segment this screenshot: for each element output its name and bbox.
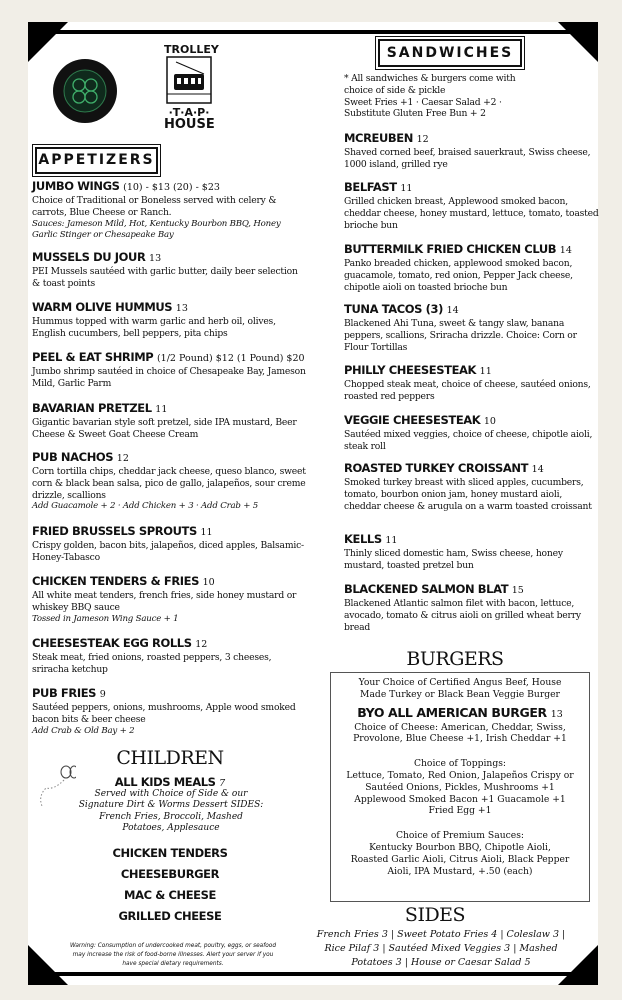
item-description: Thinly sliced domestic ham, Swiss cheese, honey mustard, toasted pretzel bun xyxy=(344,548,563,571)
item-description: Chopped steak meat, choice of cheese, sautéed onions, roasted red peppers xyxy=(344,379,591,402)
item-description: Shaved corned beef, braised sauerkraut, Swiss cheese, 1000 island, grilled rye xyxy=(344,147,591,170)
item-price: (10) - $13 (20) - $23 xyxy=(123,182,220,193)
menu-item xyxy=(344,582,599,633)
butterfly-icon xyxy=(36,762,76,810)
item-price: 15 xyxy=(511,585,524,596)
item-description: Crispy golden, bacon bits, jalapeños, diced apples, Balsamic-Honey-Tabasco xyxy=(32,540,304,563)
menu-item xyxy=(32,300,307,340)
menu-item xyxy=(32,450,307,513)
item-description: Grilled chicken breast, Applewood smoked bacon, cheddar cheese, honey mustard, lettuce, tomato, toasted brioche bun xyxy=(344,196,599,231)
kids-meal-name: ALL KIDS MEALS xyxy=(114,775,216,789)
item-name: VEGGIE CHEESESTEAK xyxy=(344,413,481,427)
kids-meals-heading xyxy=(80,775,260,789)
item-description: Blackened Atlantic salmon filet with bacon, lettuce, avocado, tomato & citrus aioli on grilled wheat berry bread xyxy=(344,598,581,633)
menu-item xyxy=(32,574,307,625)
item-name: MCREUBEN xyxy=(344,131,413,145)
kids-item: GRILLED CHEESE xyxy=(118,909,222,923)
item-name: PUB FRIES xyxy=(32,686,97,700)
item-note: Add Crab & Old Bay + 2 xyxy=(32,725,135,736)
menu-item xyxy=(344,242,599,293)
menu-item xyxy=(32,350,307,390)
item-description: Blackened Ahi Tuna, sweet & tangy slaw, banana peppers, scallions, Sriracha drizzle. Choice: Corn or Flour Tortillas xyxy=(344,318,577,353)
item-name: PEEL & EAT SHRIMP xyxy=(32,350,154,364)
item-description: Gigantic bavarian style soft pretzel, side IPA mustard, Beer Cheese & Sweet Goat Cheese Cream xyxy=(32,417,297,440)
item-name: JUMBO WINGS xyxy=(32,179,120,193)
logo-text: HOUSE xyxy=(164,117,215,132)
bottom-rule xyxy=(48,972,578,976)
burger-sauces: Kentucky Bourbon BBQ, Chipotle Aioli, Roasted Garlic Aioli, Citrus Aioli, Black Pepper Aioli, IPA Mustard, +.50 (each) xyxy=(350,841,570,877)
item-name: TUNA TACOS (3) xyxy=(344,302,443,316)
sandwiches-heading: SANDWICHES xyxy=(378,39,522,67)
item-heading xyxy=(344,582,599,598)
item-heading xyxy=(32,686,307,702)
item-price: (1/2 Pound) $12 (1 Pound) $20 xyxy=(156,353,305,364)
item-price: 11 xyxy=(200,527,213,538)
menu-item xyxy=(32,636,307,676)
item-description: Panko breaded chicken, applewood smoked bacon, guacamole, tomato, red onion, Pepper Jack cheese, chipotle aioli on toasted brioche bun xyxy=(344,258,573,293)
item-description: All white meat tenders, french fries, side honey mustard or whiskey BBQ sauce xyxy=(32,590,297,613)
item-note: Sauces: Jameson Mild, Hot, Kentucky Bourbon BBQ, Honey Garlic Stinger or Chesapeake Bay xyxy=(32,218,281,241)
burgers-intro: Your Choice of Certified Angus Beef, House Made Turkey or Black Bean Veggie Burger xyxy=(358,677,562,700)
item-heading xyxy=(32,250,307,266)
burgers-box xyxy=(330,672,590,902)
trolley-tap-house-logo xyxy=(164,43,219,132)
appetizers-heading: APPETIZERS xyxy=(35,147,158,174)
item-heading xyxy=(344,180,599,196)
item-price: 14 xyxy=(531,464,544,475)
menu-item xyxy=(344,302,599,353)
item-name: BYO ALL AMERICAN BURGER xyxy=(357,704,547,720)
children-heading: CHILDREN xyxy=(116,747,224,769)
logo-text: TROLLEY xyxy=(164,43,219,56)
item-heading xyxy=(32,350,307,366)
menu-item xyxy=(32,524,307,564)
item-name: KELLS xyxy=(344,532,382,546)
item-description: Corn tortilla chips, cheddar jack cheese, queso blanco, sweet corn & black bean salsa, pico de gallo, jalapeños, sour creme drizzle, scallions xyxy=(32,466,306,501)
item-description: Choice of Traditional or Boneless served with celery & carrots, Blue Cheese or Ranch. xyxy=(32,195,277,218)
item-price: 13 xyxy=(149,253,162,264)
menu-item xyxy=(32,686,307,737)
item-price: 11 xyxy=(479,366,492,377)
menu-item xyxy=(344,131,599,171)
item-name: ROASTED TURKEY CROISSANT xyxy=(344,461,529,475)
item-description: Sautéed peppers, onions, mushrooms, Apple wood smoked bacon bits & beer cheese xyxy=(32,702,296,725)
menu-item xyxy=(32,179,307,242)
top-rule xyxy=(55,30,575,34)
kids-meal-price: 7 xyxy=(219,778,226,789)
item-heading xyxy=(32,524,307,540)
toppings-title: Choice of Toppings: xyxy=(413,758,507,770)
item-name: FRIED BRUSSELS SPROUTS xyxy=(32,524,197,538)
item-heading xyxy=(32,300,307,316)
item-price: 11 xyxy=(400,183,413,194)
item-price: 11 xyxy=(385,535,398,546)
item-price: 14 xyxy=(559,245,572,256)
corner-ornament xyxy=(558,22,598,62)
item-price: 10 xyxy=(202,577,215,588)
sauces-title: Choice of Premium Sauces: xyxy=(395,830,525,842)
item-price: 13 xyxy=(175,303,188,314)
item-price: 11 xyxy=(155,404,168,415)
item-heading xyxy=(32,450,307,466)
kids-meal-description: Served with Choice of Side & our Signature Dirt & Worms Dessert SIDES: French Fries, Broccoli, Mashed Potatoes, Applesauce xyxy=(78,789,264,833)
item-heading xyxy=(344,532,599,548)
item-description: Jumbo shrimp sautéed in choice of Chesapeake Bay, Jameson Mild, Garlic Parm xyxy=(32,366,306,389)
menu-item xyxy=(344,363,599,403)
menu-item xyxy=(344,461,599,512)
item-price: 12 xyxy=(116,453,129,464)
burger-toppings: Lettuce, Tomato, Red Onion, Jalapeños Crispy or Sautéed Onions, Pickles, Mushrooms +1 Applewood Smoked Bacon +1 Guacamole +1 Fried Egg +1 xyxy=(346,769,574,817)
item-description: Sautéed mixed veggies, choice of cheese, chipotle aioli, steak roll xyxy=(344,429,593,452)
trolley-icon xyxy=(166,56,212,104)
item-heading xyxy=(32,636,307,652)
menu-item xyxy=(344,532,599,572)
item-name: CHICKEN TENDERS & FRIES xyxy=(32,574,200,588)
catherine-rooneys-logo xyxy=(50,58,120,124)
sides-list: French Fries 3 | Sweet Potato Fries 4 | Coleslaw 3 | Rice Pilaf 3 | Sautéed Mixed Veggies 3 | Mashed Potatoes 3 | House or Caesar Salad 5 xyxy=(316,929,566,968)
byo-burger-heading xyxy=(339,706,581,722)
sandwiches-addons: Sweet Fries +1 · Caesar Salad +2 · Substitute Gluten Free Bun + 2 xyxy=(344,96,502,120)
item-heading xyxy=(32,574,307,590)
kids-item: MAC & CHEESE xyxy=(124,888,216,902)
item-name: WARM OLIVE HUMMUS xyxy=(32,300,173,314)
item-price: 9 xyxy=(99,689,106,700)
item-description: Hummus topped with warm garlic and herb oil, olives, English cucumbers, bell peppers, pita chips xyxy=(32,316,276,339)
item-description: Smoked turkey breast with sliced apples, cucumbers, tomato, bourbon onion jam, honey mustard aioli, cheddar cheese & arugula on a warm toasted croissant xyxy=(344,477,592,512)
item-note: Tossed in Jameson Wing Sauce + 1 xyxy=(32,613,179,624)
sandwiches-intro xyxy=(344,73,544,120)
sandwiches-intro-text: * All sandwiches & burgers come with choice of side & pickle xyxy=(344,73,516,96)
item-name: BELFAST xyxy=(344,180,397,194)
item-heading xyxy=(32,179,307,195)
item-price: 10 xyxy=(483,416,496,427)
kids-item: CHICKEN TENDERS xyxy=(112,846,228,860)
menu-item xyxy=(344,413,599,453)
item-name: PUB NACHOS xyxy=(32,450,114,464)
corner-ornament xyxy=(28,22,68,62)
item-heading xyxy=(344,413,599,429)
item-note: Add Guacamole + 2 · Add Chicken + 3 · Add Crab + 5 xyxy=(32,501,259,512)
item-description: Steak meat, fried onions, roasted peppers, 3 cheeses, sriracha ketchup xyxy=(32,652,272,675)
item-name: CHEESESTEAK EGG ROLLS xyxy=(32,636,192,650)
item-heading xyxy=(344,302,599,318)
burger-cheese-options: Choice of Cheese: American, Cheddar, Swiss, Provolone, Blue Cheese +1, Irish Cheddar +1 xyxy=(353,721,567,745)
menu-item xyxy=(344,180,599,231)
burgers-heading: BURGERS xyxy=(406,648,504,670)
menu-item xyxy=(32,401,307,441)
item-price: 12 xyxy=(195,639,208,650)
food-warning: Warning: Consumption of undercooked meat, poultry, eggs, or seafood may increase the risk of food-borne illnesses. Alert your server if you have special dietary requirements. xyxy=(69,943,277,967)
item-heading xyxy=(344,461,599,477)
item-heading xyxy=(32,401,307,417)
item-heading xyxy=(344,131,599,147)
item-name: PHILLY CHEESESTEAK xyxy=(344,363,477,377)
kids-item: CHEESEBURGER xyxy=(120,867,220,881)
corner-ornament xyxy=(28,945,68,985)
logo-text: ·T·A·P· xyxy=(168,106,210,119)
item-heading xyxy=(344,363,599,379)
item-price: 14 xyxy=(446,305,459,316)
item-heading xyxy=(344,242,599,258)
sides-heading: SIDES xyxy=(404,904,466,926)
item-price: 12 xyxy=(416,134,429,145)
item-name: BAVARIAN PRETZEL xyxy=(32,401,152,415)
item-description: PEI Mussels sautéed with garlic butter, daily beer selection & toast points xyxy=(32,266,298,289)
item-name: BUTTERMILK FRIED CHICKEN CLUB xyxy=(344,242,557,256)
menu-item xyxy=(32,250,307,290)
item-name: MUSSELS DU JOUR xyxy=(32,250,146,264)
item-name: BLACKENED SALMON BLAT xyxy=(344,582,509,596)
item-price: 13 xyxy=(550,708,563,720)
